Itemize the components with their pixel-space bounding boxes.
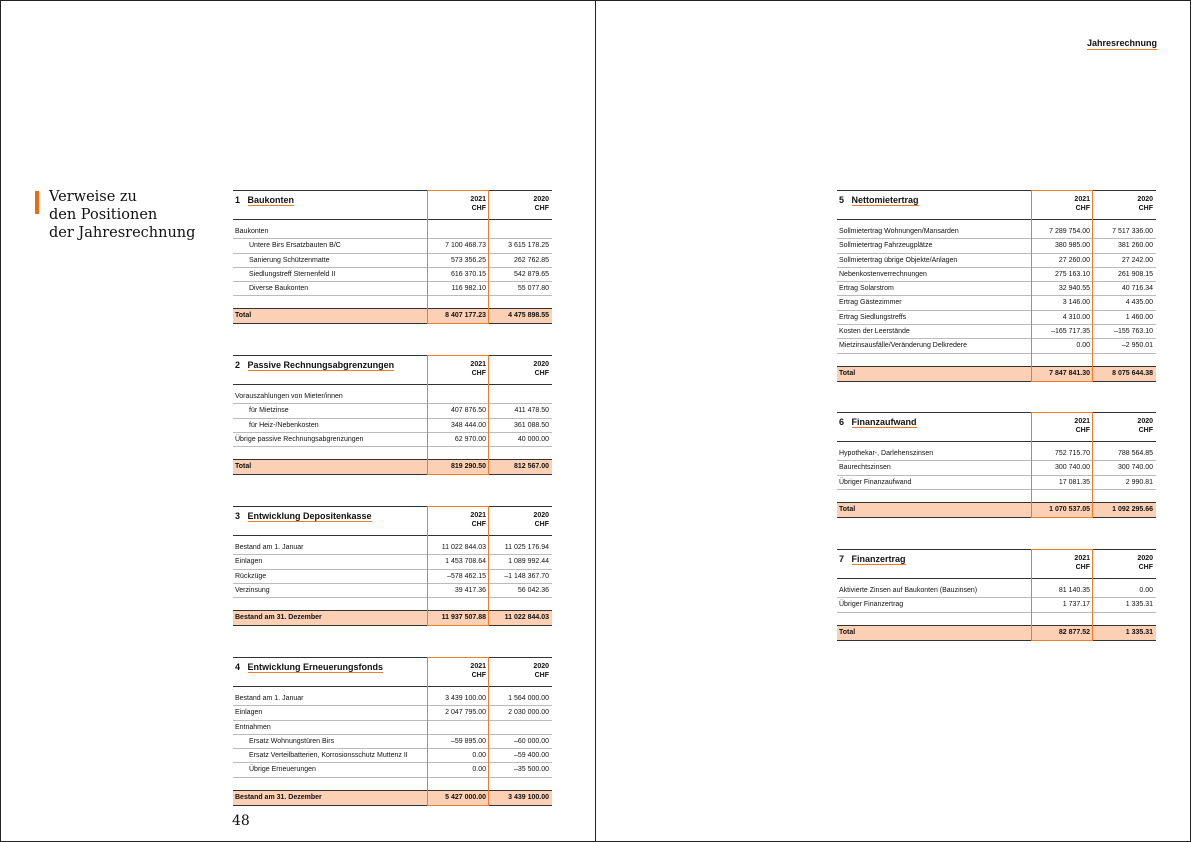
table-header bbox=[233, 657, 552, 687]
row-value-2020: –1 148 367.70 bbox=[504, 572, 549, 580]
table-2 bbox=[233, 355, 552, 475]
table-row bbox=[837, 447, 1156, 461]
row-label: für Heiz-/Nebenkosten bbox=[249, 421, 319, 429]
table-title-text: Baukonten bbox=[247, 195, 295, 205]
total-label: Bestand am 31. Dezember bbox=[235, 793, 322, 801]
year-2021-header: 2021 CHF bbox=[470, 196, 486, 212]
row-value-2021: 380 985.00 bbox=[1054, 242, 1090, 250]
table-title-text: Entwicklung Erneuerungsfonds bbox=[247, 662, 384, 672]
table-number: 1 bbox=[235, 195, 241, 205]
row-value-2020: 0.00 bbox=[1139, 587, 1153, 594]
table-header bbox=[837, 549, 1156, 579]
row-value-2020: 1 089 992.44 bbox=[508, 558, 549, 566]
total-row bbox=[233, 460, 552, 475]
row-value-2021: 7 100 468.73 bbox=[445, 242, 486, 250]
table-row bbox=[837, 268, 1156, 282]
table-row bbox=[233, 433, 552, 447]
row-value-2020: 2 990.81 bbox=[1125, 478, 1153, 486]
row-value-2021: 0.00 bbox=[1076, 342, 1090, 350]
row-value-2021: –165 717.35 bbox=[1051, 328, 1090, 336]
total-value-2020: 4 475 898.55 bbox=[508, 312, 549, 320]
year-2020-header: 2020 CHF bbox=[1137, 555, 1153, 571]
table-row bbox=[837, 598, 1156, 612]
table-number: 5 bbox=[839, 195, 845, 205]
row-label: Untere Birs Ersatzbauten B/C bbox=[249, 242, 341, 250]
row-value-2020: 27 242.00 bbox=[1121, 256, 1153, 264]
row-value-2021: 32 940.55 bbox=[1058, 285, 1090, 293]
total-value-2020: 3 439 100.00 bbox=[508, 793, 549, 801]
row-value-2020: 7 517 336.00 bbox=[1112, 228, 1153, 235]
row-value-2021: 116 982.10 bbox=[451, 285, 486, 293]
table-title-text: Finanzertrag bbox=[851, 554, 906, 564]
table-6 bbox=[837, 412, 1156, 518]
table-row bbox=[233, 390, 552, 404]
table-title bbox=[235, 360, 394, 370]
row-label: Baukonten bbox=[235, 228, 269, 235]
row-value-2020: 3 615 178.25 bbox=[508, 242, 549, 250]
row-label: Verzinsung bbox=[235, 586, 270, 594]
row-label: Einlagen bbox=[235, 709, 263, 717]
row-value-2020: 381 260.00 bbox=[1117, 242, 1153, 250]
row-value-2021: 0.00 bbox=[472, 752, 486, 760]
total-row bbox=[837, 367, 1156, 382]
table-title bbox=[235, 511, 372, 521]
row-value-2021: 39 417.36 bbox=[454, 586, 486, 594]
total-row bbox=[233, 791, 552, 806]
row-label: Ersatz Wohnungstüren Birs bbox=[249, 737, 335, 745]
total-row bbox=[233, 309, 552, 324]
table-header bbox=[233, 506, 552, 536]
year-2020-header: 2020 CHF bbox=[533, 663, 549, 679]
table-header bbox=[837, 412, 1156, 442]
table-row bbox=[233, 254, 552, 268]
row-value-2020: 11 025 176.94 bbox=[504, 544, 549, 551]
row-label: Bestand am 1. Januar bbox=[235, 695, 304, 702]
table-5 bbox=[837, 190, 1156, 382]
total-label: Total bbox=[235, 312, 252, 320]
total-value-2020: 8 075 644.38 bbox=[1112, 369, 1153, 377]
row-value-2020: 261 908.15 bbox=[1117, 270, 1153, 278]
table-title-text: Passive Rechnungsabgrenzungen bbox=[247, 360, 395, 370]
table-row bbox=[233, 692, 552, 706]
row-value-2021: 27 260.00 bbox=[1058, 256, 1090, 264]
row-value-2020: –35 500.00 bbox=[513, 766, 549, 774]
row-value-2020: 1 335.31 bbox=[1125, 601, 1153, 609]
year-2021-header: 2021 CHF bbox=[470, 361, 486, 377]
page-number: 48 bbox=[232, 813, 250, 829]
total-value-2020: 11 022 844.03 bbox=[504, 614, 549, 622]
row-label: Ersatz Verteilbatterien, Korrosionsschutz Muttenz II bbox=[249, 752, 408, 760]
total-value-2021: 819 290.50 bbox=[450, 463, 486, 471]
row-label: Übrige passive Rechnungsabgrenzungen bbox=[235, 435, 364, 443]
row-value-2021: 1 737.17 bbox=[1062, 601, 1090, 609]
table-header bbox=[837, 190, 1156, 220]
table-number: 3 bbox=[235, 511, 241, 521]
year-2020-header: 2020 CHF bbox=[1137, 418, 1153, 434]
table-row bbox=[233, 282, 552, 296]
table-number: 6 bbox=[839, 417, 845, 427]
row-value-2020: 542 879.65 bbox=[513, 270, 549, 278]
row-value-2020: 1 460.00 bbox=[1125, 313, 1153, 321]
total-value-2021: 5 427 000.00 bbox=[445, 793, 486, 801]
total-label: Total bbox=[235, 463, 252, 471]
row-value-2020: 788 564.85 bbox=[1117, 450, 1153, 457]
total-value-2020: 1 335.31 bbox=[1125, 628, 1153, 636]
row-value-2020: 300 740.00 bbox=[1117, 464, 1153, 472]
year-2021-header: 2021 CHF bbox=[1074, 196, 1090, 212]
row-value-2021: 11 022 844.03 bbox=[441, 544, 486, 551]
table-title bbox=[839, 417, 917, 427]
table-title bbox=[235, 662, 383, 672]
row-label: Übriger Finanzertrag bbox=[839, 601, 904, 609]
row-value-2021: 81 140.35 bbox=[1058, 587, 1090, 594]
table-1 bbox=[233, 190, 552, 324]
row-value-2020: 40 000.00 bbox=[517, 435, 549, 443]
year-2020-header: 2020 CHF bbox=[533, 512, 549, 528]
table-row bbox=[233, 570, 552, 584]
year-2021-header: 2021 CHF bbox=[470, 663, 486, 679]
row-label: Sanierung Schützenmatte bbox=[249, 256, 330, 264]
row-value-2020: 361 088.50 bbox=[513, 421, 549, 429]
row-value-2021: 573 356.25 bbox=[450, 256, 486, 264]
table-4 bbox=[233, 657, 552, 806]
row-label: Aktivierte Zinsen auf Baukonten (Bauzinsen) bbox=[839, 587, 978, 594]
row-value-2021: 17 081.35 bbox=[1058, 478, 1090, 486]
row-value-2020: 411 478.50 bbox=[514, 407, 549, 415]
row-value-2021: 300 740.00 bbox=[1054, 464, 1090, 472]
table-row bbox=[837, 296, 1156, 310]
year-2021-header: 2021 CHF bbox=[1074, 418, 1090, 434]
row-value-2021: 62 970.00 bbox=[454, 435, 486, 443]
table-header bbox=[233, 190, 552, 220]
row-value-2020: –59 400.00 bbox=[513, 752, 549, 760]
table-row bbox=[233, 404, 552, 418]
total-label: Total bbox=[839, 369, 856, 377]
row-value-2021: 407 876.50 bbox=[450, 407, 486, 415]
table-row bbox=[837, 282, 1156, 296]
total-row bbox=[837, 503, 1156, 518]
table-row bbox=[233, 541, 552, 555]
row-label: Nebenkostenverrechnungen bbox=[839, 270, 927, 278]
row-value-2020: –60 000.00 bbox=[513, 737, 549, 745]
table-row bbox=[837, 239, 1156, 253]
year-2021-header: 2021 CHF bbox=[1074, 555, 1090, 571]
row-value-2020: 40 716.34 bbox=[1121, 285, 1153, 293]
row-label: Diverse Baukonten bbox=[249, 285, 309, 293]
row-value-2020: 262 762.85 bbox=[513, 256, 549, 264]
year-2020-header: 2020 CHF bbox=[533, 196, 549, 212]
row-label: Mietzinsausfälle/Veränderung Delkredere bbox=[839, 342, 968, 350]
table-row bbox=[837, 325, 1156, 339]
row-value-2021: 275 163.10 bbox=[1054, 270, 1090, 278]
table-7 bbox=[837, 549, 1156, 641]
row-value-2021: 1 453 708.64 bbox=[445, 558, 486, 566]
row-value-2020: –2 950.01 bbox=[1121, 342, 1153, 350]
row-value-2021: 3 439 100.00 bbox=[445, 695, 486, 702]
row-value-2020: 56 042.36 bbox=[517, 586, 549, 594]
section-title: Verweise zu den Positionen der Jahresrechnung bbox=[49, 189, 196, 241]
total-value-2021: 8 407 177.23 bbox=[445, 312, 486, 320]
table-row bbox=[233, 239, 552, 253]
total-value-2021: 11 937 507.88 bbox=[441, 614, 486, 622]
row-label: Bestand am 1. Januar bbox=[235, 544, 304, 551]
row-label: Siedlungstreff Sternenfeld II bbox=[249, 270, 336, 278]
row-label: Sollmietertrag Wohnungen/Mansarden bbox=[839, 228, 959, 235]
row-label: Sollmietertrag Fahrzeugplätze bbox=[839, 242, 933, 250]
table-3 bbox=[233, 506, 552, 626]
table-row bbox=[837, 225, 1156, 239]
total-value-2021: 82 877.52 bbox=[1058, 628, 1090, 636]
total-value-2020: 812 567.00 bbox=[513, 463, 549, 471]
row-label: Kosten der Leerstände bbox=[839, 328, 910, 336]
accent-bar bbox=[35, 191, 39, 214]
row-label: Sollmietertrag übrige Objekte/Anlagen bbox=[839, 256, 958, 264]
running-head: Jahresrechnung bbox=[1086, 38, 1157, 48]
total-label: Bestand am 31. Dezember bbox=[235, 614, 322, 622]
row-label: Ertrag Gästezimmer bbox=[839, 299, 902, 307]
total-label: Total bbox=[839, 505, 856, 513]
total-value-2021: 1 070 537.05 bbox=[1049, 505, 1090, 513]
row-label: Einlagen bbox=[235, 558, 263, 566]
row-value-2021: 752 715.70 bbox=[1054, 450, 1090, 457]
row-value-2021: 2 047 795.00 bbox=[445, 709, 486, 717]
table-row bbox=[233, 706, 552, 720]
table-title-text: Entwicklung Depositenkasse bbox=[247, 511, 372, 521]
total-value-2021: 7 847 841.30 bbox=[1049, 369, 1090, 377]
total-row bbox=[837, 626, 1156, 641]
row-label: Rückzüge bbox=[235, 572, 267, 580]
row-label: Entnahmen bbox=[235, 723, 271, 731]
table-row bbox=[837, 476, 1156, 490]
table-row bbox=[233, 721, 552, 735]
table-row bbox=[233, 225, 552, 239]
year-2021-header: 2021 CHF bbox=[470, 512, 486, 528]
table-row bbox=[233, 763, 552, 777]
total-label: Total bbox=[839, 628, 856, 636]
table-row bbox=[233, 735, 552, 749]
table-row bbox=[837, 461, 1156, 475]
row-value-2020: –155 763.10 bbox=[1114, 328, 1153, 336]
table-row bbox=[233, 419, 552, 433]
table-number: 7 bbox=[839, 554, 845, 564]
row-value-2020: 2 030 000.00 bbox=[508, 709, 549, 717]
row-value-2021: 348 444.00 bbox=[450, 421, 486, 429]
row-value-2021: 4 310.00 bbox=[1062, 313, 1090, 321]
table-header bbox=[233, 355, 552, 385]
table-row bbox=[233, 584, 552, 598]
row-value-2021: 3 146.00 bbox=[1062, 299, 1090, 307]
table-number: 4 bbox=[235, 662, 241, 672]
table-row bbox=[233, 749, 552, 763]
table-title bbox=[839, 554, 906, 564]
row-value-2021: 616 370.15 bbox=[450, 270, 486, 278]
row-value-2020: 4 435.00 bbox=[1125, 299, 1153, 307]
year-2020-header: 2020 CHF bbox=[533, 361, 549, 377]
total-row bbox=[233, 611, 552, 626]
table-title-text: Nettomietertrag bbox=[851, 195, 919, 205]
row-value-2020: 1 564 000.00 bbox=[508, 695, 549, 702]
table-row bbox=[837, 311, 1156, 325]
row-value-2021: –578 462.15 bbox=[447, 572, 486, 580]
row-label: Ertrag Solarstrom bbox=[839, 285, 894, 293]
row-value-2021: –59 895.00 bbox=[450, 737, 486, 745]
row-value-2021: 0.00 bbox=[472, 766, 486, 774]
year-2020-header: 2020 CHF bbox=[1137, 196, 1153, 212]
row-label: Übriger Finanzaufwand bbox=[839, 478, 912, 486]
table-title-text: Finanzaufwand bbox=[851, 417, 917, 427]
row-label: Übrige Erneuerungen bbox=[249, 766, 316, 774]
row-value-2020: 55 077.80 bbox=[517, 285, 549, 293]
row-label: Hypothekar-, Darlehenszinsen bbox=[839, 450, 934, 457]
row-label: Ertrag Siedlungstreffs bbox=[839, 313, 907, 321]
row-label: Vorauszahlungen von Mieter/innen bbox=[235, 393, 343, 400]
row-label: Baurechtszinsen bbox=[839, 464, 891, 472]
table-number: 2 bbox=[235, 360, 241, 370]
table-row bbox=[837, 339, 1156, 353]
table-row bbox=[837, 254, 1156, 268]
table-title bbox=[235, 195, 294, 205]
table-row bbox=[233, 555, 552, 569]
total-value-2020: 1 092 295.66 bbox=[1112, 505, 1153, 513]
table-row bbox=[233, 268, 552, 282]
row-label: für Mietzinse bbox=[249, 407, 289, 415]
table-row bbox=[837, 584, 1156, 598]
row-value-2021: 7 289 754.00 bbox=[1049, 228, 1090, 235]
table-title bbox=[839, 195, 919, 205]
